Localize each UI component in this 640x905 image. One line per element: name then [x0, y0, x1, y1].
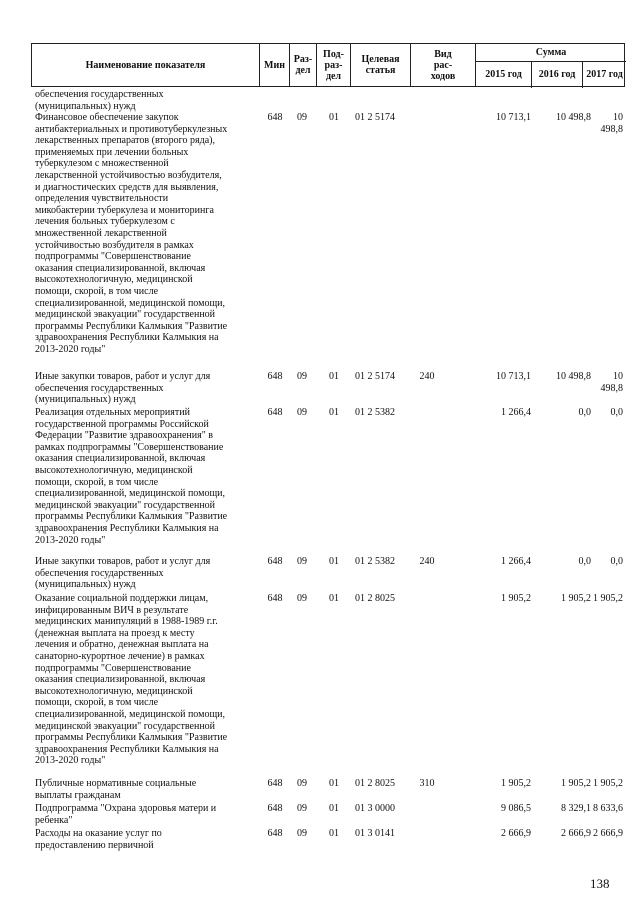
row-2016: 8 329,1 — [561, 803, 591, 814]
row-min: 648 — [267, 556, 283, 567]
header-name: Наименование показателя — [32, 44, 260, 86]
row-name: Публичные нормативные социальные выплаты гражданам — [35, 778, 197, 801]
row-min: 648 — [267, 371, 283, 382]
header-podrazdel: Под- раз- дел — [317, 44, 351, 86]
row-podrazdel: 01 — [329, 112, 339, 123]
row-min: 648 — [267, 778, 283, 789]
row-2016: 0,0 — [578, 556, 591, 567]
row-min: 648 — [267, 828, 283, 839]
row-vid: 240 — [419, 556, 435, 567]
row-razdel: 09 — [297, 803, 307, 814]
row-razdel: 09 — [297, 778, 307, 789]
row-razdel: 09 — [297, 828, 307, 839]
row-celevaya: 01 3 0141 — [355, 828, 395, 839]
row-podrazdel: 01 — [329, 371, 339, 382]
row-2016: 0,0 — [578, 407, 591, 418]
row-2015: 2 666,9 — [501, 828, 531, 839]
header-2017: 2017 год — [586, 69, 623, 80]
row-2016: 1 905,2 — [561, 778, 591, 789]
row-celevaya: 01 3 0000 — [355, 803, 395, 814]
row-2017: 8 633,6 — [593, 803, 623, 814]
row-razdel: 09 — [297, 112, 307, 123]
row-celevaya: 01 2 8025 — [355, 593, 395, 604]
row-min: 648 — [267, 407, 283, 418]
row-2017: 10 498,8 — [600, 112, 623, 135]
row-podrazdel: 01 — [329, 556, 339, 567]
row-min: 648 — [267, 112, 283, 123]
row-razdel: 09 — [297, 407, 307, 418]
row-name: Подпрограмма "Охрана здоровья матери и ребенка" — [35, 803, 217, 826]
row-2017: 2 666,9 — [593, 828, 623, 839]
row-2015: 1 905,2 — [501, 778, 531, 789]
row-name: Расходы на оказание услуг по предоставлению первичной — [35, 828, 162, 851]
row-min: 648 — [267, 593, 283, 604]
table-header — [31, 43, 625, 87]
row-podrazdel: 01 — [329, 803, 339, 814]
row-celevaya: 01 2 5174 — [355, 371, 395, 382]
row-razdel: 09 — [297, 556, 307, 567]
row-name: Реализация отдельных мероприятий государственной программы Российской Федерации "Развитие здравоохранения" в рамках подпрограммы "Совершенствование оказания специализированной, включая высокотехнологичную, медицинской помощи, скорой, в том числе специализированной, медицинской помощи, медицинской эвакуации" государственной программы Республики Калмыкия "Развитие здравоохранения Республики Калмыкия на 2013-2020 годы" — [35, 407, 228, 546]
header-celevaya: Целевая статья — [351, 44, 411, 86]
row-celevaya: 01 2 8025 — [355, 778, 395, 789]
row-2017: 0,0 — [610, 407, 623, 418]
row-2015: 10 713,1 — [496, 112, 531, 123]
row-2015: 1 266,4 — [501, 407, 531, 418]
row-podrazdel: 01 — [329, 778, 339, 789]
header-2016: 2016 год — [532, 61, 583, 88]
row-name: Иные закупки товаров, работ и услуг для обеспечения государственных (муниципальных) нужд — [35, 556, 211, 591]
header-vid: Вид рас- ходов — [411, 44, 476, 86]
row-celevaya: 01 2 5382 — [355, 407, 395, 418]
row-2016: 1 905,2 — [561, 593, 591, 604]
header-razdel: Раз- дел — [290, 44, 317, 86]
header-min: Мин — [260, 44, 290, 86]
row-2015: 10 713,1 — [496, 371, 531, 382]
row-name: Иные закупки товаров, работ и услуг для обеспечения государственных (муниципальных) нужд — [35, 371, 211, 406]
row-name: обеспечения государственных (муниципальных) нужд — [35, 89, 164, 112]
row-celevaya: 01 2 5382 — [355, 556, 395, 567]
row-2017: 10 498,8 — [600, 371, 623, 394]
row-2015: 9 086,5 — [501, 803, 531, 814]
row-celevaya: 01 2 5174 — [355, 112, 395, 123]
row-vid: 240 — [419, 371, 435, 382]
row-2016: 10 498,8 — [556, 371, 591, 382]
header-2015: 2015 год — [476, 61, 532, 88]
row-min: 648 — [267, 803, 283, 814]
row-2015: 1 905,2 — [501, 593, 531, 604]
row-vid: 310 — [419, 778, 435, 789]
row-podrazdel: 01 — [329, 407, 339, 418]
header-summa: Сумма — [476, 44, 626, 62]
row-2017: 0,0 — [610, 556, 623, 567]
row-podrazdel: 01 — [329, 593, 339, 604]
row-2016: 2 666,9 — [561, 828, 591, 839]
row-razdel: 09 — [297, 593, 307, 604]
row-name: Оказание социальной поддержки лицам, инфицированным ВИЧ в результате медицинских манипуляций в 1988-1989 г.г. (денежная выплата на проезд к месту лечения и обратно, денежная выплата на санаторно-курортное лечение) в рамках подпрограммы "Совершенствование оказания специализированной, включая высокотехнологичную, медицинской помощи, скорой, в том числе специализированной, медицинской помощи, медицинской эвакуации" государственной программы Республики Калмыкия "Развитие здравоохранения Республики Калмыкия на 2013-2020 годы" — [35, 593, 228, 767]
row-razdel: 09 — [297, 371, 307, 382]
row-2016: 10 498,8 — [556, 112, 591, 123]
row-2017: 1 905,2 — [593, 593, 623, 604]
row-2017: 1 905,2 — [593, 778, 623, 789]
row-name: Финансовое обеспечение закупок антибактериальных и противотуберкулезных лекарственных препаратов (второго ряда), применяемых при лечении больных туберкулезом с множественной лекарственной устойчивостью возбудителя, и диагностических средств для выявления, определения чувствительности микобактерии туберкулеза и мониторинга лечения больных туберкулезом с множественной лекарственной устойчивостью возбудителя в рамках подпрограммы "Совершенствование оказания специализированной, включая высокотехнологичную, медицинской помощи, скорой, в том числе специализированной, медицинской помощи, медицинской эвакуации" государственной программы Республики Калмыкия "Развитие здравоохранения Республики Калмыкия на 2013-2020 годы" — [35, 112, 228, 355]
page-number: 138 — [590, 876, 610, 891]
row-2015: 1 266,4 — [501, 556, 531, 567]
row-podrazdel: 01 — [329, 828, 339, 839]
